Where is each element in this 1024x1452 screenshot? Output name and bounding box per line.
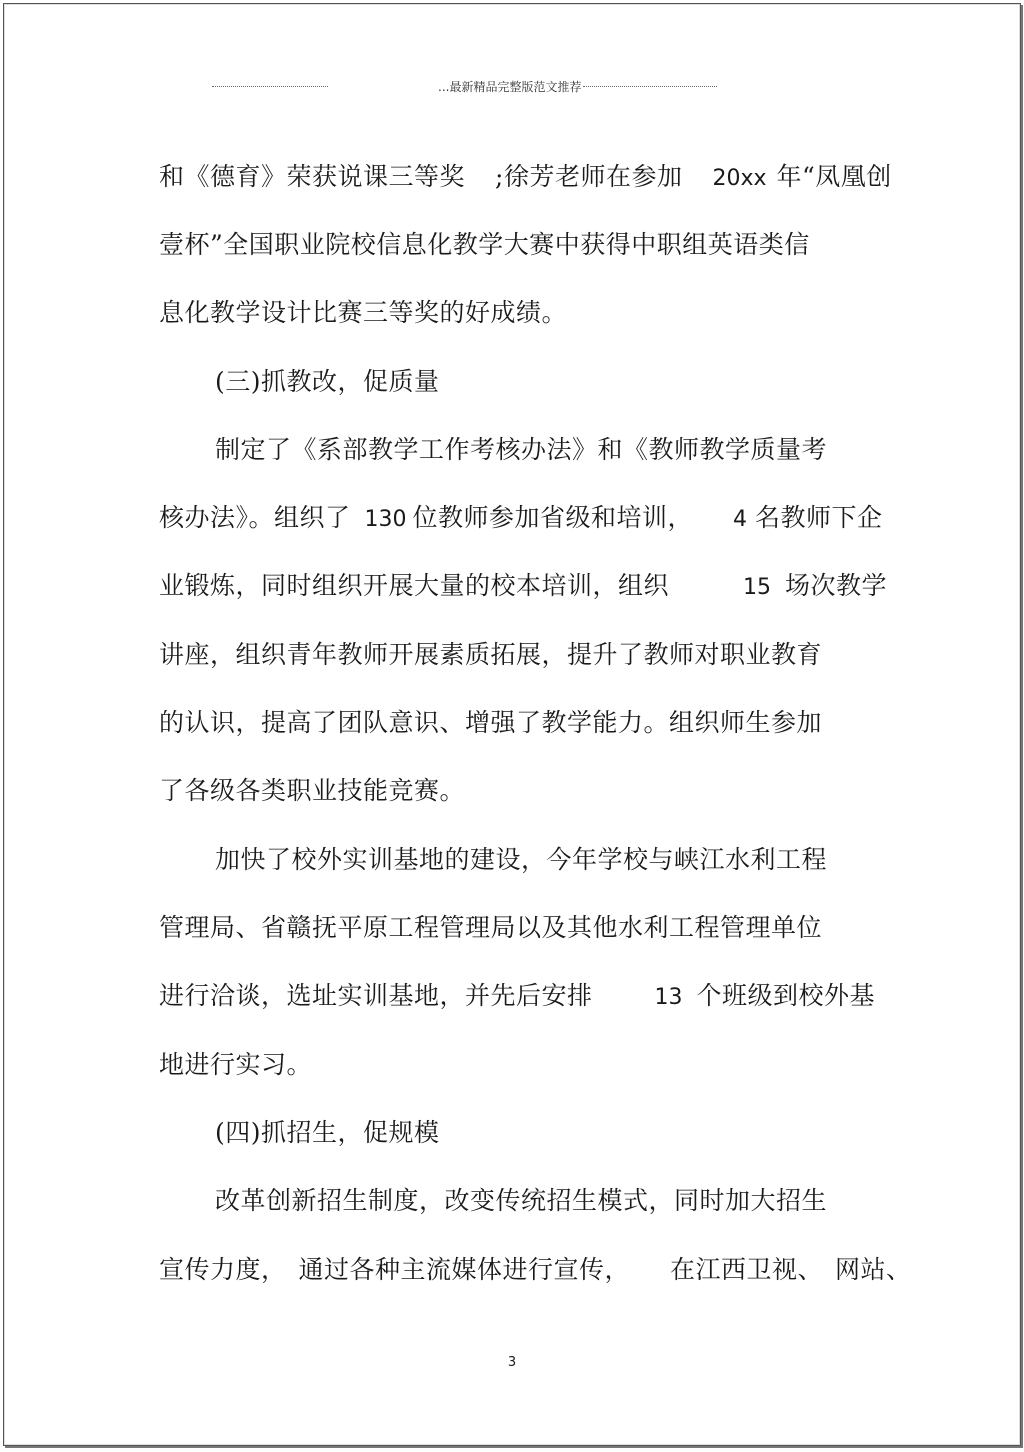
text-segment: 名教师下企	[755, 503, 883, 532]
text-segment: 壹杯”全国职业院校信息化教学大赛中获得中职组英语类信	[159, 230, 810, 259]
text-segment: 位教师参加省级和培训，	[412, 503, 694, 532]
text-line	[4, 708, 1020, 738]
text-line	[4, 435, 1020, 465]
text-segment: (四)抓招生，促规模	[215, 1118, 440, 1147]
text-segment: 13	[654, 985, 683, 1010]
text-segment: 130	[364, 507, 407, 532]
page-header	[212, 78, 717, 95]
text-segment: 4	[733, 507, 748, 532]
text-line	[4, 1186, 1020, 1216]
text-segment: 加快了校外实训基地的建设，今年学校与峡江水利工程	[215, 845, 828, 874]
text-line	[4, 367, 1020, 397]
text-segment: 20xx	[712, 166, 767, 191]
text-segment: ;徐芳老师在参加	[495, 162, 683, 191]
text-line	[4, 230, 1020, 260]
header-rule-right	[583, 86, 717, 87]
text-line	[4, 776, 1020, 806]
document-page	[3, 3, 1021, 1446]
header-rule-left	[212, 86, 328, 87]
text-segment: 15	[743, 575, 772, 600]
text-segment: 在江西卫视、	[670, 1255, 824, 1284]
text-line	[4, 503, 1020, 535]
text-segment: 业锻炼，同时组织开展大量的校本培训，组织	[159, 571, 670, 600]
text-line	[4, 640, 1020, 670]
text-segment: 息化教学设计比赛三等奖的好成绩。	[159, 298, 568, 327]
text-segment: 改革创新招生制度，改变传统招生模式，同时加大招生	[215, 1186, 828, 1215]
header-text: ...最新精品完整版范文推荐	[438, 80, 582, 94]
text-segment: 网站、	[835, 1255, 912, 1284]
text-segment: 通过各种主流媒体进行宣传，	[298, 1255, 631, 1284]
text-segment: 管理局、省赣抚平原工程管理局以及其他水利工程管理单位	[159, 913, 823, 942]
text-segment: 场次教学	[785, 571, 888, 600]
text-line	[4, 1050, 1020, 1080]
text-line	[4, 981, 1020, 1013]
text-segment: 宣传力度，	[159, 1255, 287, 1284]
text-line	[4, 162, 1020, 194]
text-segment: 讲座，组织青年教师开展素质拓展，提升了教师对职业教育	[159, 640, 823, 669]
text-line	[4, 1255, 1020, 1285]
text-segment: 的认识，提高了团队意识、增强了教学能力。组织师生参加	[159, 708, 823, 737]
text-segment: 进行洽谈，选址实训基地，并先后安排	[159, 981, 593, 1010]
text-line	[4, 845, 1020, 875]
page-number: 3	[507, 1355, 517, 1370]
text-segment: 核办法》。组织了	[159, 503, 351, 532]
text-segment: 年“凤凰创	[776, 162, 892, 191]
text-segment: 地进行实习。	[159, 1050, 313, 1079]
text-segment: (三)抓教改，促质量	[215, 367, 440, 396]
text-segment: 和《德育》荣获说课三等奖	[159, 162, 466, 191]
text-line	[4, 571, 1020, 603]
text-segment: 制定了《系部教学工作考核办法》和《教师教学质量考	[215, 435, 828, 464]
text-line	[4, 298, 1020, 328]
text-segment: 个班级到校外基	[696, 981, 876, 1010]
text-line	[4, 913, 1020, 943]
text-segment: 了各级各类职业技能竞赛。	[159, 776, 466, 805]
text-line	[4, 1118, 1020, 1148]
